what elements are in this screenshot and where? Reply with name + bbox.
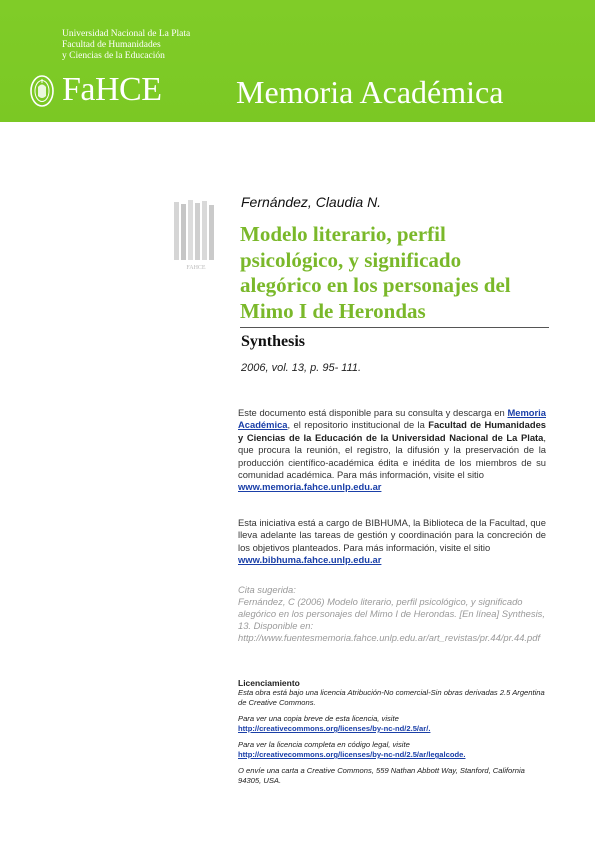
suggested-citation [238,584,548,644]
memoria-url-link[interactable]: www.memoria.fahce.unlp.edu.ar [238,481,382,493]
availability-text-3: , que procura la reunión, el registro, la difusión y la preservación de la producción científico-académica édita e inédita de los miembros de su comunidad académica. Para más información, visite el sitio [238,431,546,481]
license-text: Esta obra está bajo una licencia Atribución-No comercial-Sin obras derivadas 2.5 Argentina de Creative Commons. [238,688,545,707]
license-block [238,678,550,786]
header-banner [0,0,595,122]
fahce-logo: FaHCE [62,71,162,108]
university-block [62,29,190,62]
books-icon [168,198,224,274]
availability-paragraph [238,407,546,494]
citation-details: 2006, vol. 13, p. 95- 111. [241,362,362,374]
suggested-citation-label: Cita sugerida: [238,584,296,595]
availability-text-2: , el repositorio institucional de la [287,419,429,431]
license-full-text: Para ver la licencia completa en código legal, visite [238,740,410,749]
bibhuma-text: Esta iniciativa está a cargo de BIBHUMA, la Biblioteca de la Facultad, que lleva adelante las tareas de gestión y coordinación para la concreción de los objetivos planteados. Para más información, visite el sitio [238,517,546,553]
license-short-link[interactable]: http://creativecommons.org/licenses/by-nc-nd/2.5/ar/. [238,724,431,733]
faculty-full-name: Facultad de Humanidades y Ciencias de la Educación de la Universidad Nacional de La Plata [238,419,546,443]
title-divider [240,327,549,328]
books-logo-caption: FAHCE [186,265,206,271]
bibhuma-url-link[interactable]: www.bibhuma.fahce.unlp.edu.ar [238,554,382,566]
university-seal-icon [29,74,55,108]
license-short-text: Para ver una copia breve de esta licencia, visite [238,714,399,723]
faculty-line-1: Facultad de Humanidades [62,40,161,50]
suggested-citation-text: Fernández, C (2006) Modelo literario, perfil psicológico, y significado alegórico en los personajes del Mimo I de Herondas. [En línea] Synthesis, 13. Disponible en: http://www.fuentesmemoria.fahce.unlp.edu.ar/art_revistas/pr.44/pr.44.pdf [238,596,545,643]
author-name: Fernández, Claudia N. [241,194,382,210]
university-name: Universidad Nacional de La Plata [62,29,191,39]
repository-title: Memoria Académica [236,74,504,110]
memoria-academica-link[interactable]: Memoria Académica [238,407,546,431]
license-mail-text: O envíe una carta a Creative Commons, 559 Nathan Abbott Way, Stanford, California 94305, USA. [238,766,525,785]
bibhuma-paragraph [238,517,546,567]
license-full-link[interactable]: http://creativecommons.org/licenses/by-nc-nd/2.5/ar/legalcode. [238,750,466,759]
journal-name: Synthesis [241,333,306,350]
article-title: Modelo literario, perfil psicológico, y significado alegórico en los personajes del Mimo I de Herondas [240,222,511,323]
faculty-line-2: y Ciencias de la Educación [62,51,165,61]
availability-text-1: Este documento está disponible para su consulta y descarga en [238,407,508,418]
fahce-books-logo [168,198,224,274]
license-heading: Licenciamiento [238,678,300,688]
